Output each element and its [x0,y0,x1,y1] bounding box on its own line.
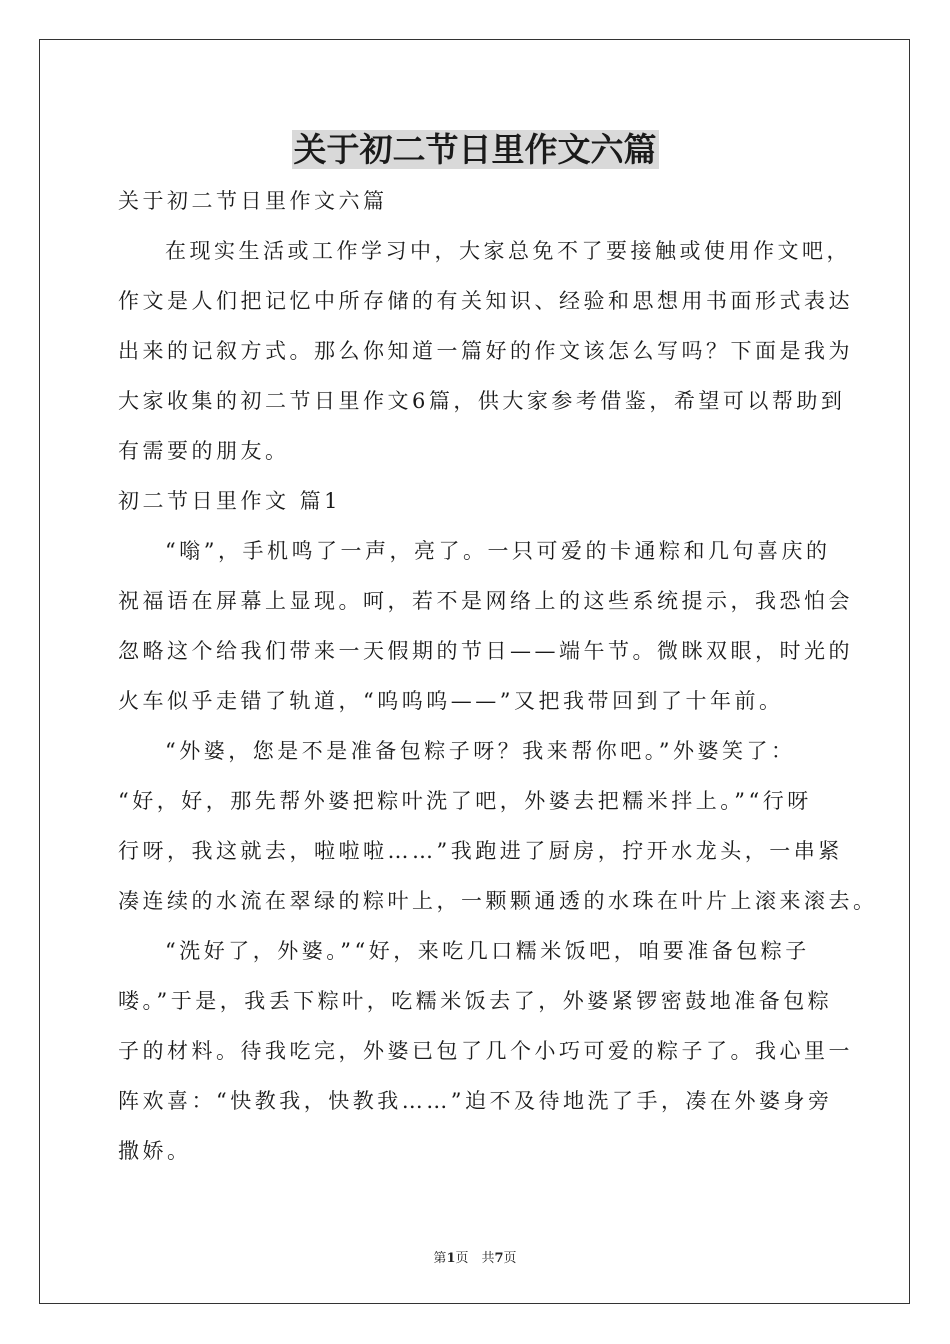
body-line: 作文是人们把记忆中所存储的有关知识、经验和思想用书面形式表达 [118,289,853,313]
body-line: 有需要的朋友。 [118,439,290,463]
body-line: 子的材料。待我吃完，外婆已包了几个小巧可爱的粽子了。我心里一 [118,1039,853,1063]
page-total: 7 [494,1251,504,1266]
document-title [0,128,950,172]
body-line: “好，好，那先帮外婆把粽叶洗了吧，外婆去把糯米拌上。”“行呀 [118,789,812,813]
body-line: 喽。”于是，我丢下粽叶，吃糯米饭去了，外婆紧锣密鼓地准备包粽 [118,989,833,1013]
document-body [118,176,878,1176]
body-line: 撒娇。 [118,1139,192,1163]
body-line: 凑连续的水流在翠绿的粽叶上，一颗颗通透的水珠在叶片上滚来滚去。 [118,889,878,913]
page-label-prefix: 第 [433,1251,447,1266]
body-line: “嗡”，手机鸣了一声，亮了。一只可爱的卡通粽和几句喜庆的 [165,539,831,563]
page-current: 1 [446,1251,456,1266]
body-line: 火车似乎走错了轨道，“呜呜呜——”又把我带回到了十年前。 [118,689,784,713]
page-label-suffix: 页 [503,1251,517,1266]
body-line: “外婆，您是不是准备包粽子呀？我来帮你吧。”外婆笑了： [165,739,796,763]
body-line: 关于初二节日里作文六篇 [118,189,388,213]
body-line: “洗好了，外婆。”“好，来吃几口糯米饭吧，咱要准备包粽子 [165,939,810,963]
body-line: 在现实生活或工作学习中，大家总免不了要接触或使用作文吧， [165,239,851,263]
body-line: 大家收集的初二节日里作文6篇，供大家参考借鉴，希望可以帮助到 [118,389,846,413]
page-label-mid: 页 共 [455,1251,495,1266]
page-footer [0,1247,950,1266]
body-line: 出来的记叙方式。那么你知道一篇好的作文该怎么写吗？下面是我为 [118,339,853,363]
body-line: 忽略这个给我们带来一天假期的节日——端午节。微眯双眼，时光的 [118,639,853,663]
document-title-text: 关于初二节日里作文六篇 [293,130,657,169]
body-line: 阵欢喜：“快教我，快教我……”迫不及待地洗了手，凑在外婆身旁 [118,1089,833,1113]
body-line: 行呀，我这就去，啦啦啦……”我跑进了厨房，拧开水龙头，一串紧 [118,839,843,863]
section-heading: 初二节日里作文 篇1 [118,489,342,513]
body-line: 祝福语在屏幕上显现。呵，若不是网络上的这些系统提示，我恐怕会 [118,589,853,613]
